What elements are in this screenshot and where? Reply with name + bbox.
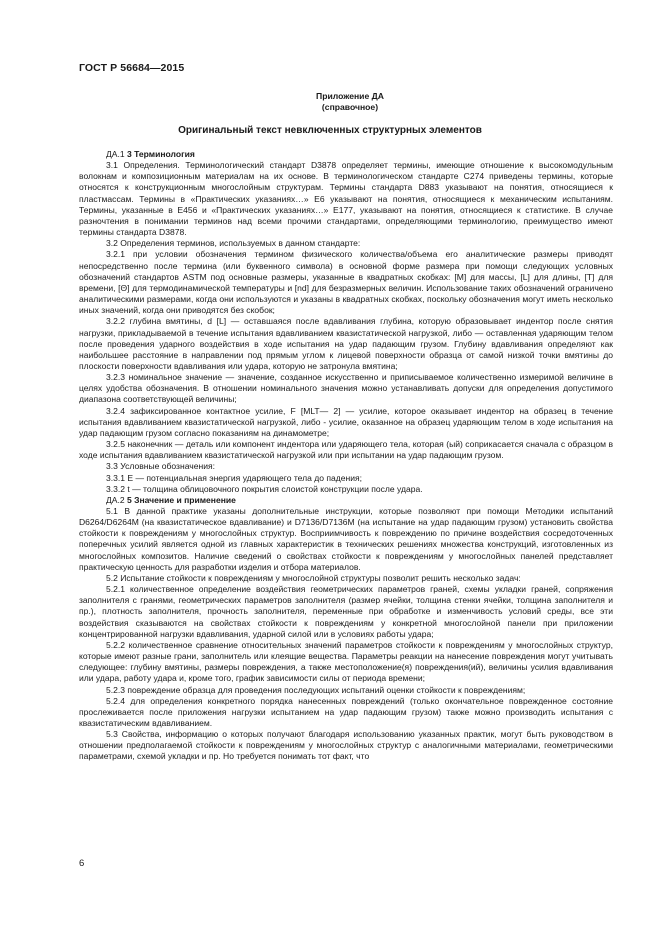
paragraph-text: 3.2.2 глубина вмятины, d [L] — оставшаяся после вдавливания глубина, которую образовывает индентор после снятия нагрузки, прикладываемой в течение испытания вдавливанием квазистатической нагрузкой, либо — оставленная ударяющим телом после проведения ударного воздействия в ходе испытания на удар падающим грузом. Глубину вдавливания определяют как наибольшее расстояние в направлении под прямым углом к лицевой поверхности образца от самой низкой точки вмятины до плоскости поверхности вдавливания или удара, которую не затронула вмятина; — [79, 316, 613, 371]
paragraph — [79, 729, 613, 762]
paragraph-prefix: ДА.2 — [106, 494, 127, 505]
paragraph — [79, 316, 613, 372]
paragraph-text: 3.2.1 при условии обозначения термином физического количества/объема его аналитические размеры приводят непосредственно после термина (или буквенного символа) в основной форме размера при помощи следующих условных обозначений стандартов ASTM под основные размеры, указанные в квадратных скобках: [M] для массы, [L] для длины, [T] для времени, [Θ] для термодинамической температуры и [nd] для безразмерных величин. Использование таких обозначений ограничено аналитическими размерами, когда они используются и указаны в квадратных скобках, поскольку обозначения могут иметь несколько иных значений, когда они приводятся без скобок; — [79, 249, 613, 316]
paragraph — [79, 495, 613, 506]
paragraph — [79, 406, 613, 439]
paragraph-text: 3.3.1 E — потенциальная энергия ударяющего тела до падения; — [106, 472, 362, 483]
paragraph — [79, 249, 613, 316]
paragraph — [79, 439, 613, 461]
paragraph-text: 3.2.3 номинальное значение — значение, созданное искусственно и приписываемое количественно измеримой величине в целях удобства обозначения. В отношении номинального значения можно устанавливать допуски для определения допустимого диапазона соответствующей величины; — [79, 372, 613, 405]
paragraph — [79, 573, 613, 584]
paragraph-text: 5.2.3 повреждение образца для проведения последующих испытаний оценки стойкости к повреждениям; — [106, 684, 526, 695]
running-header: ГОСТ Р 56684—2015 — [79, 62, 185, 74]
page-number: 6 — [79, 858, 85, 869]
paragraph-text: 3.3.2 t — толщина облицовочного покрытия слоистой конструкции после удара. — [106, 483, 423, 494]
body-text — [79, 149, 613, 763]
paragraph-text: 5.2.2 количественное сравнение относительных значений параметров стойкости к повреждениям у многослойных структур, которые имеют разные грани, заполнитель или клеящие вещества. Параметры реакции на нанесение повреждения могут учитывать следующее: глубину вмятины, размеры повреждения, а также местоположение(я) повреждения(ий), величины усилия вдавливания или удара, работу удара и, кроме того, график зависимости силы от периода времени; — [79, 639, 613, 684]
paragraph — [79, 238, 613, 249]
paragraph — [79, 461, 613, 472]
paragraph-text: 5.2.1 количественное определение воздействия геометрических параметров граней, схемы укладки граней, сопряжения заполнителя с гранями, геометрических параметров заполнителя (размер ячейки, толщина стенки ячейки, толщина заполнителя и пр.), плотность заполнителя, прочность заполнителя, переменные при обработке и изменчивость условий среды, все эти воздействия сказываются на свойствах стойкости к повреждениям у конкретной многослойной панели при приложении концентрированной нагрузки вдавливания, ударной силой или в условиях работы удара; — [79, 584, 613, 639]
paragraph — [79, 506, 613, 573]
appendix-subtitle: (справочное) — [321, 102, 379, 112]
paragraph — [79, 685, 613, 696]
paragraph-text: 5.2 Испытание стойкости к повреждениям у многослойной структуры позволит решить несколько задач: — [106, 572, 521, 583]
paragraph-text: 5.1 В данной практике указаны дополнительные инструкции, которые позволяют при помощи Методики испытаний D6264/D6264M (на квазистатическое вдавливание) и D7136/D7136M (на испытание на удар падающим грузом) установить свойства стойкости к повреждениям у многослойных структур. Восприимчивость к повреждению по причине воздействия сосредоточенных поперечных усилий является одной из главных характеристик в технических решениях множества конструкций, изготовленных из многослойных композитов. Наличие сведений о свойствах стойкости к повреждениям у многослойных панелей представляет практическую ценность для разработки изделия и отбора материалов. — [79, 506, 613, 572]
section-heading: 3 Терминология — [127, 149, 195, 159]
paragraph — [79, 696, 613, 729]
paragraph-text: 3.2.4 зафиксированное контактное усилие, F [MLT— 2] — усилие, которое оказывает индентор на образец в течение испытания вдавливанием квазистатической нагрузкой, либо - усилие, оказанное на образец ударяющим телом в ходе испытания на удар падающим грузом согласно показаниям на динамометре; — [79, 405, 613, 438]
appendix-heading — [312, 91, 388, 113]
paragraph-prefix: ДА.1 — [106, 149, 127, 159]
paragraph-text: 3.2 Определения терминов, используемых в данном стандарте: — [106, 238, 361, 249]
section-heading: 5 Значение и применение — [127, 494, 236, 505]
paragraph — [79, 160, 613, 238]
paragraph — [79, 640, 613, 685]
paragraph — [79, 584, 613, 640]
paragraph-text: 3.2.5 наконечник — деталь или компонент индентора или ударяющего тела, которая (ый) соприкасается сначала с образцом в ходе испытания вдавливанием квазистатической нагрузкой или при испытании на удар падающим грузом. — [79, 439, 613, 461]
paragraph — [79, 149, 613, 160]
section-title: Оригинальный текст невключенных структурных элементов — [178, 125, 482, 136]
paragraph-text: 5.2.4 для определения конкретного порядка нанесенных повреждений (только окончательное поврежденное состояние прослеживается после приложения нагрузки испытанием на удар падающим грузом) также можно производить испытания с квазистатическим вдавливанием. — [79, 695, 613, 728]
paragraph-text: 5.3 Свойства, информацию о которых получают благодаря использованию указанных практик, могут быть руководством в отношении предполагаемой стойкости к повреждениям у многослойных структур с аналогичными материалами, геометрическими параметрами, схемой укладки и пр. Но требуется понимать тот факт, что — [79, 729, 613, 762]
paragraph — [79, 372, 613, 405]
paragraph-text: 3.1 Определения. Терминологический стандарт D3878 определяет термины, имеющие отношение к высокомодульным волокнам и композиционным материалам на их основе. В терминологическом стандарте C274 приведены термины, которые относятся к конструкционным многослойным структурам. Термины стандарта D883 указывают на понятия, относящиеся к пластмассам. Термины в «Практических указаниях…» E6 указывают на понятия, относящиеся к механическим испытаниям. Термины, указанные в E456 и «Практических указаниях…» E177, указывают на понятия, относящиеся к статистике. В случае разночтения в понимании терминов над всеми прочими стандартами, определяющими терминологию, преимущество имеют термины стандарта D3878. — [79, 160, 613, 238]
paragraph — [79, 473, 613, 484]
paragraph — [79, 484, 613, 495]
paragraph-text: 3.3 Условные обозначения: — [106, 461, 215, 472]
appendix-title: Приложение ДА — [316, 91, 384, 101]
